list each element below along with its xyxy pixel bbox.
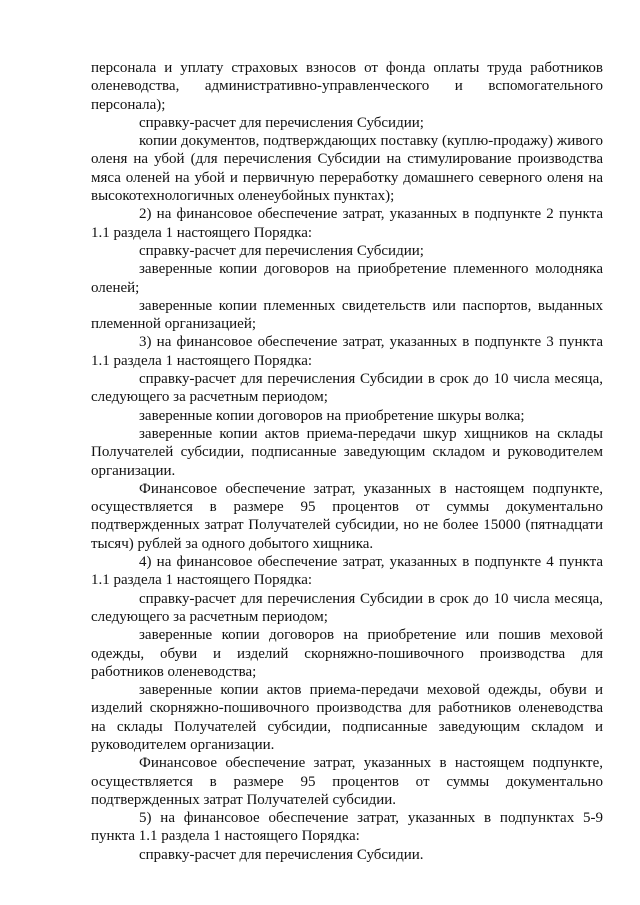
paragraph-10: заверенные копии договоров на приобретение шкуры волка; [139, 407, 525, 424]
paragraph-19: справку-расчет для перечисления Субсидии. [139, 846, 424, 863]
paragraph-8: 3) на финансовое обеспечение затрат, указанных в подпункте 3 пункта 1.1 раздела 1 настоящего Порядка: [91, 334, 603, 369]
paragraph-16: заверенные копии актов приема-передачи меховой одежды, обуви и изделий скорняжно-пошивочного производства для работников оленеводства на склады Получателей субсидии, подписанные заведующим складом и руководителем организации. [91, 682, 603, 753]
paragraph-18: 5) на финансовое обеспечение затрат, указанных в подпунктах 5-9 пункта 1.1 раздела 1 настоящего Порядка: [91, 810, 603, 845]
paragraph-11: заверенные копии актов приема-передачи шкур хищников на склады Получателей субсидии, подписанные заведующим складом и руководителем организации. [91, 425, 603, 479]
paragraph-2: справку-расчет для перечисления Субсидии; [139, 114, 424, 131]
paragraph-17: Финансовое обеспечение затрат, указанных в настоящем подпункте, осуществляется в размере 95 процентов от суммы документально подтвержденных затрат Получателей субсидии. [91, 755, 603, 808]
paragraph-3: копии документов, подтверждающих поставку (куплю-продажу) живого оленя на убой (для перечисления Субсидии на стимулирование производства мяса оленей на убой и первичную переработку домашнего северного оленя на высокотехнологичных оленеубойных пунктах); [91, 133, 603, 205]
paragraph-12: Финансовое обеспечение затрат, указанных в настоящем подпункте, осуществляется в размере 95 процентов от суммы документально подтвержденных затрат Получателей субсидии, но не более 15000 (пятнадцати тысяч) рублей за одного добытого хищника. [91, 480, 603, 552]
paragraph-7: заверенные копии племенных свидетельств или паспортов, выданных племенной организацией; [91, 297, 603, 333]
paragraph-1: персонала и уплату страховых взносов от фонда оплаты труда работников оленеводства, административно-управленческого и вспомогательного персонала); [91, 60, 603, 113]
paragraph-9: справку-расчет для перечисления Субсидии в срок до 10 числа месяца, следующего за расчетным периодом; [91, 371, 603, 406]
paragraph-4: 2) на финансовое обеспечение затрат, указанных в подпункте 2 пункта 1.1 раздела 1 настоящего Порядка: [91, 206, 603, 241]
paragraph-5: справку-расчет для перечисления Субсидии; [139, 242, 424, 259]
paragraph-13: 4) на финансовое обеспечение затрат, указанных в подпункте 4 пункта 1.1 раздела 1 настоящего Порядка: [91, 554, 603, 589]
paragraph-15: заверенные копии договоров на приобретение или пошив меховой одежды, обуви и изделий скорняжно-пошивочного производства для работников оленеводства; [91, 627, 603, 680]
paragraph-6: заверенные копии договоров на приобретение племенного молодняка оленей; [91, 261, 603, 296]
paragraph-14: справку-расчет для перечисления Субсидии в срок до 10 числа месяца, следующего за расчетным периодом; [91, 590, 603, 625]
